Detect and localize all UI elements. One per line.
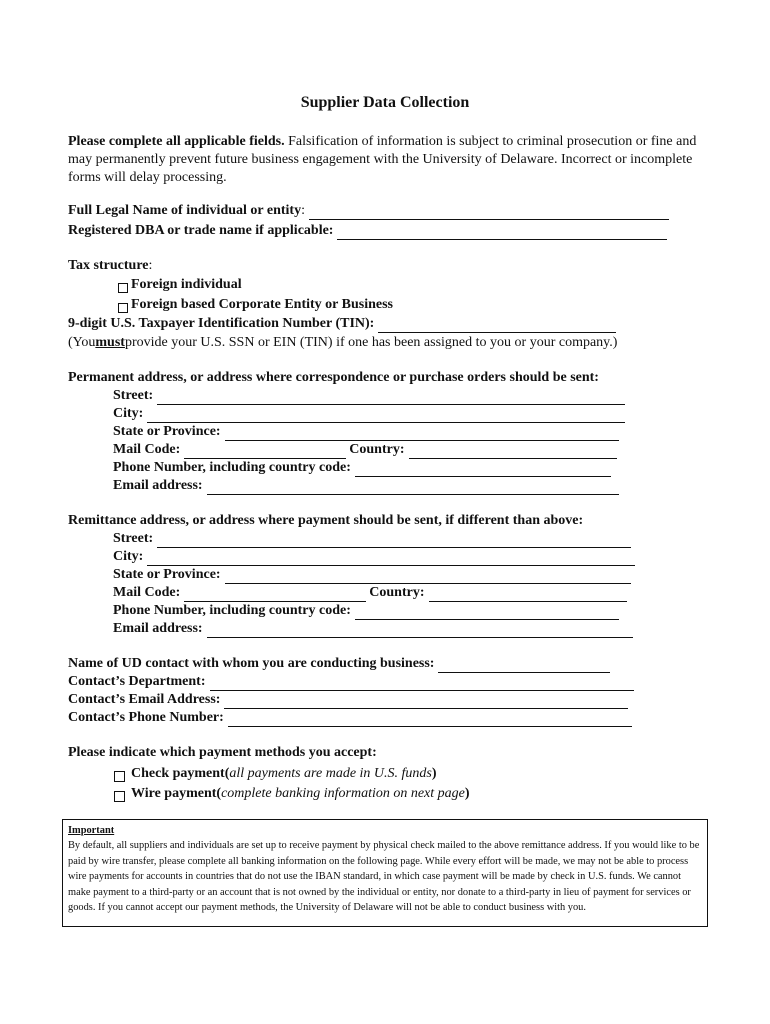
permanent-street-row bbox=[113, 387, 625, 405]
permanent-phone-field[interactable] bbox=[355, 462, 611, 477]
permanent-heading bbox=[68, 369, 599, 387]
permanent-phone-row bbox=[113, 459, 611, 477]
contact-name-field[interactable] bbox=[438, 658, 610, 673]
remittance-mail-label: Mail Code: bbox=[113, 585, 181, 600]
remittance-mail-field[interactable] bbox=[184, 587, 366, 602]
remittance-street-label: Street: bbox=[113, 531, 154, 546]
permanent-country-field[interactable] bbox=[409, 444, 617, 459]
tin-field[interactable] bbox=[378, 318, 616, 333]
dba-field[interactable] bbox=[337, 225, 667, 240]
foreign-individual-label: Foreign individual bbox=[131, 277, 242, 292]
check-payment-open: ( bbox=[224, 766, 230, 781]
intro-bold: Please complete all applicable fields. bbox=[68, 134, 285, 149]
foreign-corporate-label: Foreign based Corporate Entity or Business bbox=[131, 297, 393, 312]
remittance-email-label: Email address: bbox=[113, 621, 203, 636]
page-title: Supplier Data Collection bbox=[300, 94, 470, 111]
tin-row bbox=[68, 315, 616, 333]
wire-payment-checkbox[interactable] bbox=[114, 791, 125, 802]
tax-option-individual[interactable] bbox=[118, 276, 242, 294]
wire-payment-close: ) bbox=[464, 786, 470, 801]
dba-row bbox=[68, 222, 667, 240]
dba-label: Registered DBA or trade name if applicable: bbox=[68, 223, 334, 238]
contact-email-row bbox=[68, 691, 628, 709]
tax-option-corporate[interactable] bbox=[118, 296, 393, 314]
remittance-country-field[interactable] bbox=[429, 587, 627, 602]
intro-paragraph bbox=[68, 133, 708, 187]
permanent-state-label: State or Province: bbox=[113, 424, 221, 439]
wire-payment-label: Wire payment bbox=[131, 786, 217, 801]
legal-name-label: Full Legal Name of individual or entity bbox=[68, 203, 302, 218]
contact-email-field[interactable] bbox=[224, 694, 628, 709]
permanent-email-row bbox=[113, 477, 619, 495]
permanent-street-field[interactable] bbox=[157, 390, 625, 405]
contact-email-label: Contact’s Email Address: bbox=[68, 692, 221, 707]
remittance-street-field[interactable] bbox=[157, 533, 631, 548]
remittance-city-row bbox=[113, 548, 635, 566]
permanent-city-label: City: bbox=[113, 406, 144, 421]
foreign-corporate-checkbox[interactable] bbox=[118, 303, 128, 313]
permanent-mail-field[interactable] bbox=[184, 444, 346, 459]
permanent-country-label: Country: bbox=[349, 442, 405, 457]
remittance-state-label: State or Province: bbox=[113, 567, 221, 582]
contact-dept-row bbox=[68, 673, 634, 691]
payment-check-row[interactable] bbox=[114, 765, 437, 783]
check-payment-checkbox[interactable] bbox=[114, 771, 125, 782]
payment-wire-row[interactable] bbox=[114, 785, 470, 803]
remittance-email-row bbox=[113, 620, 633, 638]
payment-heading bbox=[68, 744, 377, 762]
permanent-street-label: Street: bbox=[113, 388, 154, 403]
check-payment-label: Check payment bbox=[131, 766, 225, 781]
important-notice bbox=[62, 819, 708, 927]
permanent-email-field[interactable] bbox=[207, 480, 619, 495]
contact-dept-label: Contact’s Department: bbox=[68, 674, 206, 689]
contact-dept-field[interactable] bbox=[210, 676, 634, 691]
tin-note-must: must bbox=[95, 335, 125, 350]
payment-heading-text: Please indicate which payment methods you accept: bbox=[68, 745, 377, 760]
important-body: By default, all suppliers and individuals are set up to receive payment by physical check mailed to the above remittance address. If you would like to be paid by wire transfer, please complete all banking information on the following page. While every effort will be made, we may not be able to process wire payments for accounts in countries that do not use the IBAN standard, in which case payment will be made by check in U.S. funds. We cannot make payment to a third-party or an account that is not owned by the individual or entity, nor donate to a third-party in lieu of payment for services or goods. If you cannot accept our payment methods, the University of Delaware will not be able to conduct business with you. bbox=[68, 840, 700, 914]
remittance-city-field[interactable] bbox=[147, 551, 635, 566]
intro-text: Falsification of information is subject to criminal prosecution or fine and may permanently prevent future business engagement with the University of Delaware. Incorrect or incomplete forms will delay processing. bbox=[68, 134, 697, 185]
remittance-phone-row bbox=[113, 602, 619, 620]
permanent-mail-label: Mail Code: bbox=[113, 442, 181, 457]
contact-name-row bbox=[68, 655, 610, 673]
tin-note-post: provide your U.S. SSN or EIN (TIN) if one has been assigned to you or your company.) bbox=[124, 335, 618, 350]
contact-phone-field[interactable] bbox=[228, 712, 632, 727]
remittance-state-row bbox=[113, 566, 631, 584]
remittance-mail-row bbox=[113, 584, 627, 602]
tin-note bbox=[68, 334, 617, 352]
foreign-individual-checkbox[interactable] bbox=[118, 283, 128, 293]
legal-name-field[interactable] bbox=[309, 205, 669, 220]
remittance-phone-field[interactable] bbox=[355, 605, 619, 620]
remittance-heading-text: Remittance address, or address where payment should be sent, if different than above: bbox=[68, 513, 584, 528]
permanent-state-field[interactable] bbox=[225, 426, 619, 441]
permanent-mail-row bbox=[113, 441, 617, 459]
tax-structure-label: Tax structure bbox=[68, 258, 149, 273]
wire-payment-note: complete banking information on next page bbox=[221, 786, 465, 801]
tax-structure-row bbox=[68, 257, 152, 275]
permanent-email-label: Email address: bbox=[113, 478, 203, 493]
check-payment-close: ) bbox=[431, 766, 437, 781]
permanent-city-row bbox=[113, 405, 625, 423]
tin-label: 9-digit U.S. Taxpayer Identification Number (TIN): bbox=[68, 316, 375, 331]
legal-name-colon: : bbox=[301, 203, 305, 218]
remittance-street-row bbox=[113, 530, 631, 548]
permanent-state-row bbox=[113, 423, 619, 441]
permanent-phone-label: Phone Number, including country code: bbox=[113, 460, 351, 475]
contact-phone-label: Contact’s Phone Number: bbox=[68, 710, 224, 725]
remittance-city-label: City: bbox=[113, 549, 144, 564]
check-payment-note: all payments are made in U.S. funds bbox=[229, 766, 432, 781]
tax-structure-colon: : bbox=[148, 258, 153, 273]
legal-name-row bbox=[68, 202, 669, 220]
permanent-city-field[interactable] bbox=[147, 408, 625, 423]
important-title: Important bbox=[68, 825, 115, 836]
remittance-phone-label: Phone Number, including country code: bbox=[113, 603, 351, 618]
contact-phone-row bbox=[68, 709, 632, 727]
remittance-heading bbox=[68, 512, 583, 530]
contact-name-label: Name of UD contact with whom you are conducting business: bbox=[68, 656, 435, 671]
wire-payment-open: ( bbox=[216, 786, 222, 801]
tin-note-pre: (You bbox=[68, 335, 96, 350]
remittance-email-field[interactable] bbox=[207, 623, 633, 638]
permanent-heading-text: Permanent address, or address where correspondence or purchase orders should be sent: bbox=[68, 370, 599, 385]
remittance-country-label: Country: bbox=[369, 585, 425, 600]
remittance-state-field[interactable] bbox=[225, 569, 631, 584]
